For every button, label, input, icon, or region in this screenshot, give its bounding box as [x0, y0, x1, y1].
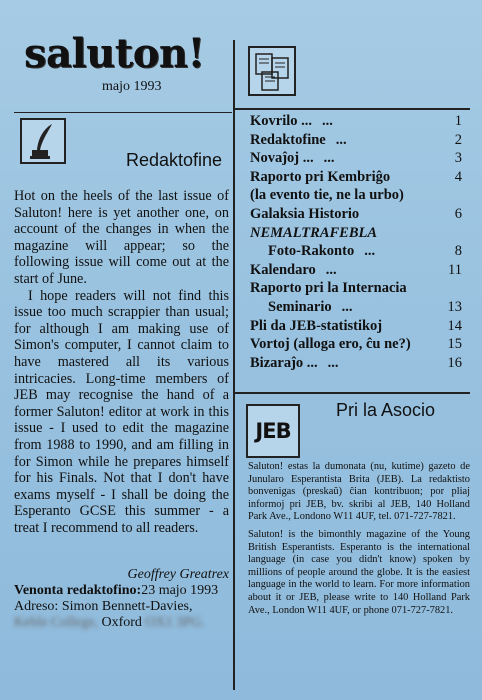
toc-title: Raporto pri Kembriĝo [250, 168, 391, 185]
toc-title: Novaĵoj ... [250, 150, 314, 167]
masthead-title: saluton! [24, 30, 205, 77]
toc-title: Seminario [268, 298, 332, 315]
toc-title: Redaktofine [250, 131, 326, 148]
toc-page: 2 [454, 131, 462, 148]
toc-entry [250, 354, 462, 373]
toc-dots [387, 224, 442, 243]
toc-entry [250, 205, 462, 224]
toc-title: Kovrilo ... [250, 113, 313, 129]
editorial-paragraph: Hot on the heels of the last issue of Saluton! here is yet another one, on account of the changes in when the magazine will appear; so the following issue will come out at the start of June. [14, 188, 229, 287]
toc-entry [250, 261, 462, 280]
toc-page: 15 [447, 336, 462, 353]
toc-entry [250, 279, 462, 298]
editor-info [14, 583, 234, 631]
next-editor-label: Venonta redaktofino: [14, 583, 142, 598]
toc-entry [250, 242, 462, 261]
toc-title: (la evento tie, ne la urbo) [250, 187, 404, 204]
toc-dots [400, 168, 442, 187]
toc-dots [392, 317, 442, 336]
toc-dots: ... [325, 261, 337, 278]
toc-title: Pli da JEB-statistikoj [250, 317, 383, 334]
editorial-body [14, 188, 229, 536]
toc-entry [250, 298, 462, 317]
toc-page: 14 [447, 317, 462, 334]
divider [14, 112, 232, 113]
divider [234, 108, 470, 110]
toc-entry [250, 149, 462, 168]
editorial-paragraph: I hope readers will not find this issue too much scrappier than usual; for although I am making use of Simon's computer, I cannot claim to have mastered all its various intricacies. Long-time members of JEB may recognise the hand of a former Saluton! editor at work in this issue - I used to edit the magazine from 1988 to 1990, and am filling in for Simon while he prepares himself for his Finals. Not that I don't have exams myself - I shall be doing the Esperanto GCSE this summer - a treat I recommend to all readers. [14, 287, 229, 536]
toc-dots: ... [341, 298, 353, 315]
toc-page [442, 279, 462, 298]
toc-page: 11 [448, 261, 462, 278]
divider [234, 392, 470, 394]
toc-title: Foto-Rakonto [268, 243, 355, 260]
issue-date: majo 1993 [102, 79, 162, 94]
toc-title: Vortoj (alloga ero, ĉu ne?) [250, 336, 411, 353]
toc-entry [250, 131, 462, 150]
toc-dots [414, 186, 442, 205]
editorial-heading: Redaktofine [126, 150, 223, 170]
toc-dots: ... [322, 113, 333, 129]
toc-title: Galaksia Historio [250, 205, 360, 222]
jeb-logo: JEB [246, 404, 300, 458]
toc-entry [250, 168, 462, 187]
toc-entry [250, 112, 462, 131]
toc-title: Raporto pri la Internacia [250, 280, 407, 297]
toc-page: 13 [447, 298, 462, 315]
toc-title: Bizaraĵo ... [250, 354, 318, 371]
association-text-eo: Saluton! estas la dumonata (nu, kutime) gazeto de Junularo Esperantista Brita (JEB). La redaktisto bonvenigas (preskaŭ) ĉian kontribuon; por pliaj informoj pri JEB, bv. skribi al JEB, 140 Holland Park Ave., Londono W11 4UF, tel. 071-727-7821. [248, 461, 470, 523]
address-name: Simon Bennett-Davies, [61, 599, 193, 614]
toc-dots: ... [364, 243, 376, 260]
toc-page: 6 [454, 205, 462, 222]
toc-entry [250, 317, 462, 336]
toc-dots [417, 279, 442, 298]
toc-entry [250, 224, 462, 243]
table-of-contents [250, 112, 462, 372]
address-city: Oxford [101, 615, 142, 630]
quill-inkwell-icon [20, 118, 66, 164]
toc-page: 1 [454, 113, 462, 129]
association-text-en: Saluton! is the bimonthly magazine of the Young British Esperantists. Esperanto is the international language (in case you didn't know) spoken by millions of people around the globe. It is the easiest language in the world to learn. For more information about it or JEB, please write to 140 Holland Park Ave., London W11 4UF, or phone 071-727-7821. [248, 529, 470, 616]
toc-title: NEMALTRAFEBLA [250, 224, 378, 241]
toc-entry [250, 186, 462, 205]
toc-page: 16 [447, 354, 462, 371]
toc-dots [421, 335, 442, 354]
association-heading: Pri la Asocio [336, 400, 436, 420]
toc-entry [250, 335, 462, 354]
address-label: Adreso: [14, 599, 59, 614]
toc-page: 4 [454, 168, 462, 185]
toc-page: 8 [454, 243, 462, 260]
blurred-postcode: OX1 3PG. [145, 615, 205, 630]
toc-title: Kalendaro [250, 261, 316, 278]
signature: Geoffrey Greatrex [127, 567, 229, 582]
toc-page [442, 186, 462, 205]
toc-page: 3 [454, 150, 462, 167]
documents-icon [248, 46, 296, 96]
toc-dots: ... [323, 150, 335, 167]
toc-dots [369, 205, 442, 224]
next-editor-date: 23 majo 1993 [141, 583, 219, 598]
blurred-address: Keble College, [14, 615, 98, 630]
toc-dots: ... [327, 354, 339, 371]
toc-page [442, 224, 462, 243]
toc-dots: ... [335, 131, 347, 148]
